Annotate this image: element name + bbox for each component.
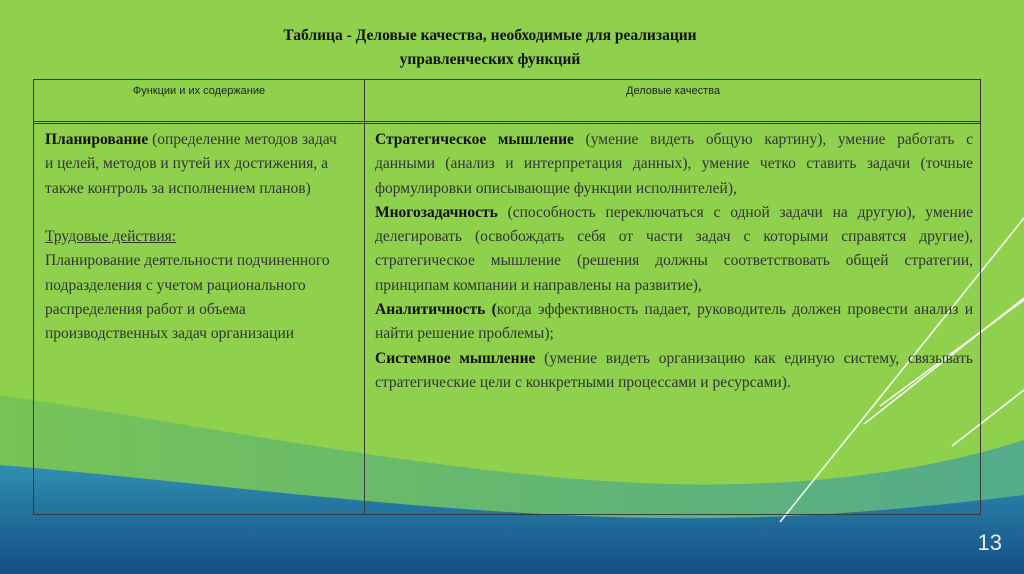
labor-actions-paragraph xyxy=(45,225,340,249)
quality-item xyxy=(375,201,973,298)
quality-text: когда эффективность падает, руководитель должен провести анализ и найти решение проблемы); xyxy=(375,301,973,343)
labor-actions-label: Трудовые действия: xyxy=(45,228,177,246)
column-divider xyxy=(364,80,365,514)
header-qualities: Деловые качества xyxy=(626,85,720,97)
title-line-1: Таблица - Деловые качества, необходимые для реализации xyxy=(283,27,697,44)
page-number: 13 xyxy=(977,530,1002,555)
planning-text: (определение методов задач и целей, методов и путей их достижения, а также контроль за исполнением планов) xyxy=(45,131,337,197)
quality-item xyxy=(375,347,973,396)
planning-paragraph xyxy=(45,128,340,201)
qualities-cell xyxy=(375,128,973,395)
quality-label: Аналитичность ( xyxy=(375,301,497,319)
header-functions: Функции и их содержание xyxy=(132,85,266,97)
quality-label: Многозадачность xyxy=(375,203,498,221)
quality-text: (способность переключаться с одной задачи на другую), умение делегировать (освобождать себя от части задач с которыми справятся другие), стратегическое мышление (решения должны соответствовать общей стратегии, принципам компании и направлены на развитие), xyxy=(375,203,973,294)
quality-label: Стратегическое мышление xyxy=(375,131,574,148)
table-header-row xyxy=(34,80,980,124)
quality-text: (умение видеть общую картину), умение работать с данными (анализ и интерпретация данных), умение четко ставить задачи (точные формулировки описывающие функции исполнителей), xyxy=(375,131,973,197)
slide-title xyxy=(200,24,780,72)
labor-actions-text: Планирование деятельности подчиненного подразделения с учетом рационального распределения работ и объема производственных задач организации xyxy=(45,252,330,343)
title-line-2: управленческих функций xyxy=(399,51,581,68)
qualities-table xyxy=(33,79,981,515)
quality-text: (умение видеть организацию как единую систему, связывать стратегические цели с конкретными процессами и ресурсами). xyxy=(375,349,973,391)
quality-label: Системное мышление xyxy=(375,349,536,367)
planning-label: Планирование xyxy=(45,131,149,148)
quality-item xyxy=(375,128,973,201)
quality-item xyxy=(375,298,973,347)
functions-cell xyxy=(45,128,340,347)
